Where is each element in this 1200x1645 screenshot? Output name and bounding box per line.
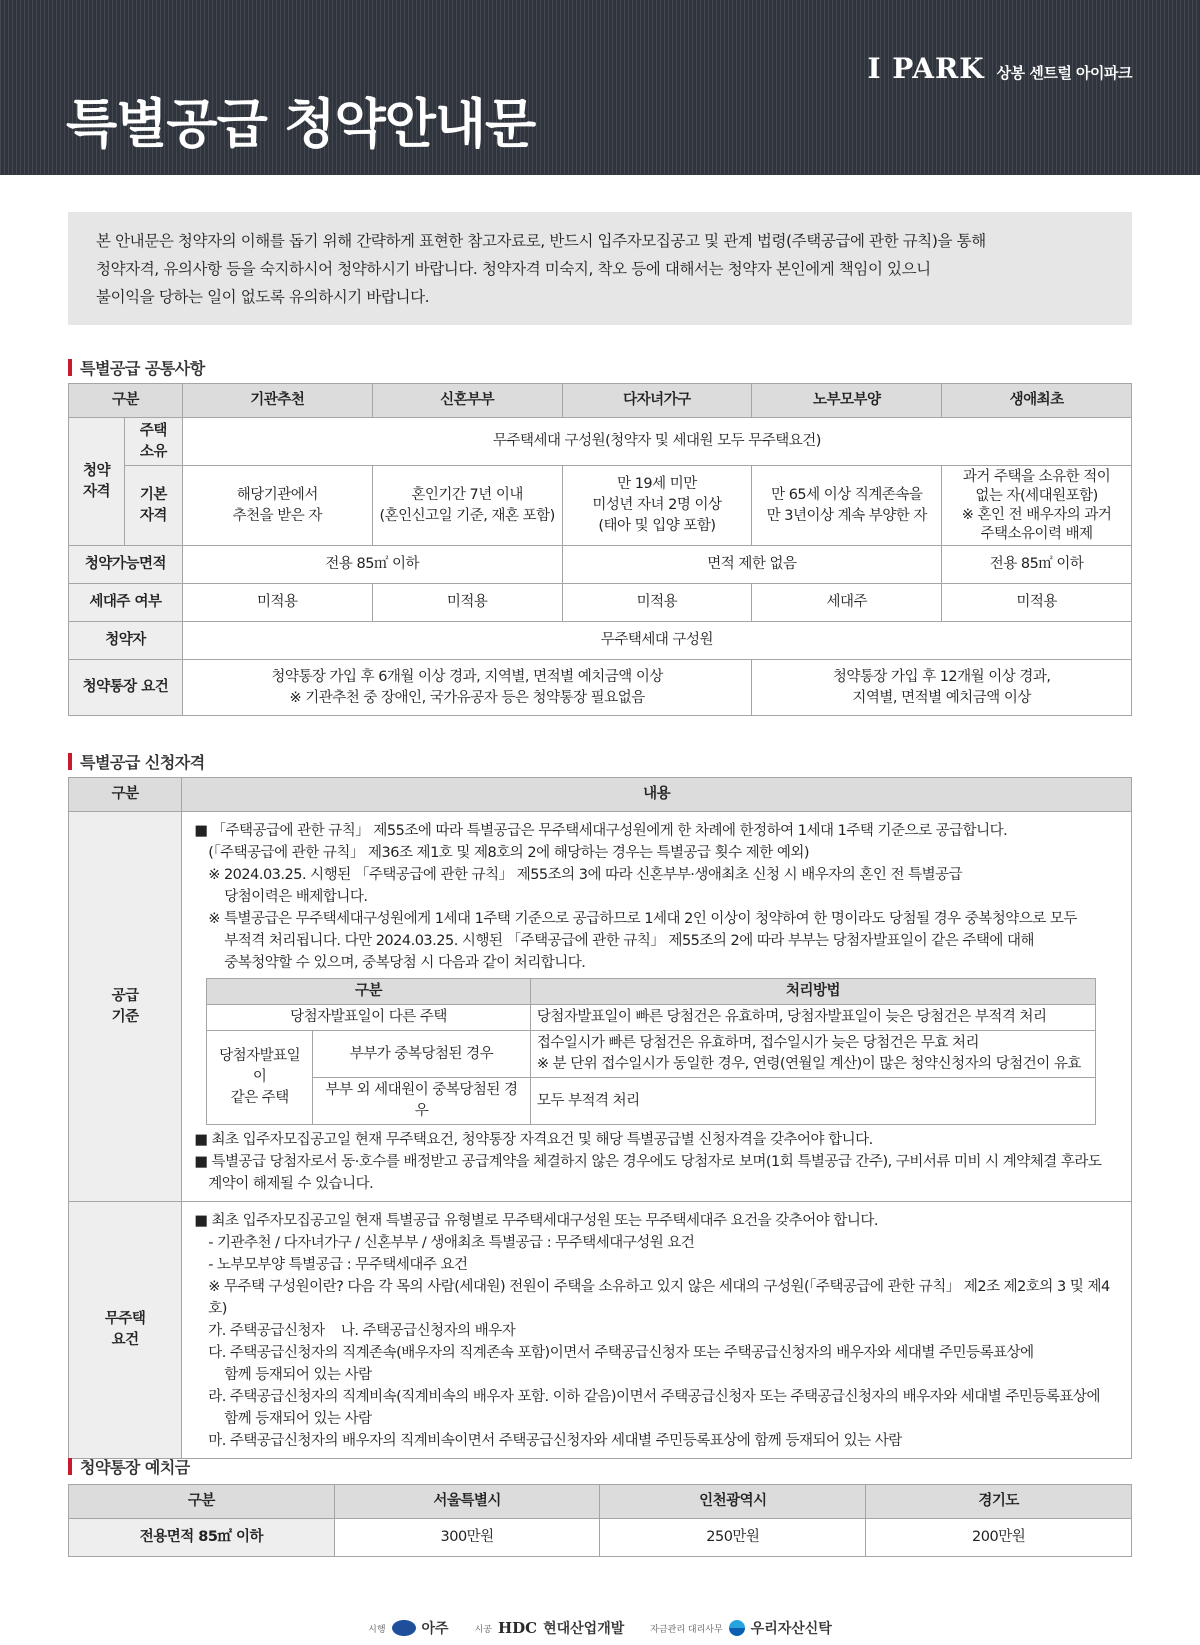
notice-line: 청약자격, 유의사항 등을 숙지하시어 청약하시기 바랍니다. 청약자격 미숙지, 착오 등에 대해서는 청약자 본인에게 책임이 있으니 xyxy=(96,260,931,278)
developer: 시행 아주 xyxy=(368,1621,449,1637)
head-cell: 미적용 xyxy=(372,584,562,622)
notice-line: 불이익을 당하는 일이 없도록 유의하시기 바랍니다. xyxy=(96,288,430,306)
house-value: 무주택세대 구성원(청약자 및 세대원 모두 무주택요건) xyxy=(182,418,1131,466)
aju-logo-icon xyxy=(392,1620,416,1636)
hdc-logo: HDC xyxy=(497,1619,538,1637)
content-line: - 노부모부양 특별공급 : 무주택세대주 요건 xyxy=(208,1257,468,1273)
brand-name: 상봉 센트럴 아이파크 xyxy=(996,64,1132,82)
inner-header: 구분 xyxy=(207,979,531,1005)
head-cell: 미적용 xyxy=(562,584,752,622)
ipark-logo: I PARK xyxy=(867,52,985,85)
basic-cell: 만 65세 이상 직계존속을 만 3년이상 계속 부양한 자 xyxy=(752,466,942,546)
content-line: 부적격 처리됩니다. 다만 2024.03.25. 시행된 「주택공급에 관한 규칙」 제55조의 2에 따라 부부는 당첨자발표일이 같은 주택에 대해 xyxy=(224,933,1035,949)
col-header: 내용 xyxy=(182,778,1132,812)
content-line: ※ 2024.03.25. 시행된 「주택공급에 관한 규칙」 제55조의 3에 따라 신혼부부·생애최초 신청 시 배우자의 혼인 전 특별공급 xyxy=(208,867,963,883)
section-title-eligibility: 특별공급 신청자격 xyxy=(68,750,205,773)
section-marker xyxy=(68,753,72,770)
row-label-qual: 청약 자격 xyxy=(69,418,125,546)
nohouse-content xyxy=(182,1202,1132,1459)
content-line: 다. 주택공급신청자의 직계존속(배우자의 직계존속 포함)이면서 주택공급신청자 또는 주택공급신청자의 배우자와 세대별 주민등록표상에 xyxy=(208,1345,1034,1361)
inner-cell: 당첨자발표일이 빠른 당첨건은 유효하며, 당첨자발표일이 늦은 당첨건은 부적격 처리 xyxy=(530,1005,1095,1031)
applicant-value: 무주택세대 구성원 xyxy=(182,622,1131,660)
col-header: 신혼부부 xyxy=(372,384,562,418)
notice-box xyxy=(68,212,1132,325)
col-header: 기관추천 xyxy=(182,384,372,418)
builder: 시공 HDC 현대산업개발 xyxy=(474,1619,625,1637)
content-line: 함께 등재되어 있는 사람 xyxy=(224,1411,372,1427)
area-cell: 전용 85㎡ 이하 xyxy=(942,546,1132,584)
row-label-area: 청약가능면적 xyxy=(69,546,183,584)
col-header: 구분 xyxy=(69,1485,335,1519)
content-line: (「주택공급에 관한 규칙」 제36조 제1호 및 제8호의 2에 해당하는 경우는 특별공급 횟수 제한 예외) xyxy=(208,845,810,861)
deposit-cell: 300만원 xyxy=(334,1519,600,1557)
trust: 자금관리 대리사무 우리자산신탁 xyxy=(650,1621,832,1637)
row-label-supply: 공급 기준 xyxy=(69,812,182,1202)
content-line: 가. 주택공급신청자 나. 주택공급신청자의 배우자 xyxy=(208,1323,516,1339)
row-label-house: 주택 소유 xyxy=(124,418,182,466)
basic-cell: 과거 주택을 소유한 적이 없는 자(세대원포함) ※ 혼인 전 배우자의 과거 주택소유이력 배제 xyxy=(942,466,1132,546)
content-line: ■ 「주택공급에 관한 규칙」 제55조에 따라 특별공급은 무주택세대구성원에게 한 차례에 한정하여 1세대 1주택 기준으로 공급합니다. xyxy=(194,823,1008,839)
col-header: 구분 xyxy=(69,384,183,418)
col-header: 생애최초 xyxy=(942,384,1132,418)
basic-cell: 해당기관에서 추천을 받은 자 xyxy=(182,466,372,546)
inner-header: 처리방법 xyxy=(530,979,1095,1005)
content-line: ■ 특별공급 당첨자로서 동·호수를 배정받고 공급계약을 체결하지 않은 경우에도 당첨자로 보며(1회 특별공급 간주), 구비서류 미비 시 계약체결 후라도 xyxy=(194,1154,1102,1170)
area-cell: 면적 제한 없음 xyxy=(562,546,942,584)
col-header: 서울특별시 xyxy=(334,1485,600,1519)
page-header xyxy=(0,0,1200,175)
col-header: 노부모부양 xyxy=(752,384,942,418)
content-line: 함께 등재되어 있는 사람 xyxy=(224,1367,372,1383)
account-cell: 청약통장 가입 후 6개월 이상 경과, 지역별, 면적별 예치금액 이상 ※ 기관추천 중 장애인, 국가유공자 등은 청약통장 필요없음 xyxy=(182,660,751,716)
basic-cell: 혼인기간 7년 이내 (혼인신고일 기준, 재혼 포함) xyxy=(372,466,562,546)
account-cell: 청약통장 가입 후 12개월 이상 경과, 지역별, 면적별 예치금액 이상 xyxy=(752,660,1132,716)
content-line: ■ 최초 입주자모집공고일 현재 무주택요건, 청약통장 자격요건 및 해당 특별공급별 신청자격을 갖추어야 합니다. xyxy=(194,1132,873,1148)
content-line: 중복청약할 수 있으며, 중복당첨 시 다음과 같이 처리합니다. xyxy=(224,955,586,971)
inner-cell: 부부가 중복당첨된 경우 xyxy=(313,1031,531,1078)
content-line: 라. 주택공급신청자의 직계비속(직계비속의 배우자 포함. 이하 같음)이면서 주택공급신청자 또는 주택공급신청자의 배우자와 세대별 주민등록표상에 xyxy=(208,1389,1100,1405)
section-title-common: 특별공급 공통사항 xyxy=(68,356,205,379)
row-label-account: 청약통장 요건 xyxy=(69,660,183,716)
duplicate-win-table xyxy=(206,978,1096,1125)
col-header: 경기도 xyxy=(866,1485,1132,1519)
inner-cell: 부부 외 세대원이 중복당첨된 경우 xyxy=(313,1078,531,1125)
deposit-cell: 200만원 xyxy=(866,1519,1132,1557)
content-line: ※ 무주택 구성원이란? 다음 각 목의 사람(세대원) 전원이 주택을 소유하고 있지 않은 세대의 구성원(「주택공급에 관한 규칙」 제2조 제2호의 3 및 제4호) xyxy=(208,1279,1110,1317)
inner-cell: 당첨자발표일이 같은 주택 xyxy=(207,1031,313,1125)
col-header: 구분 xyxy=(69,778,182,812)
supply-content xyxy=(182,812,1132,1202)
head-cell: 미적용 xyxy=(182,584,372,622)
content-line: ■ 최초 입주자모집공고일 현재 특별공급 유형별로 무주택세대구성원 또는 무주택세대주 요건을 갖추어야 합니다. xyxy=(194,1213,879,1229)
inner-cell: 당첨자발표일이 다른 주택 xyxy=(207,1005,531,1031)
head-cell: 세대주 xyxy=(752,584,942,622)
area-cell: 전용 85㎡ 이하 xyxy=(182,546,562,584)
col-header: 다자녀가구 xyxy=(562,384,752,418)
row-label-nohouse: 무주택 요건 xyxy=(69,1202,182,1459)
row-label-head: 세대주 여부 xyxy=(69,584,183,622)
deposit-cell: 250만원 xyxy=(600,1519,866,1557)
row-label-deposit: 전용면적 85㎡ 이하 xyxy=(69,1519,335,1557)
deposit-table xyxy=(68,1484,1132,1557)
section-marker xyxy=(68,359,72,376)
basic-cell: 만 19세 미만 미성년 자녀 2명 이상 (태아 및 입양 포함) xyxy=(562,466,752,546)
content-line: - 기관추천 / 다자녀가구 / 신혼부부 / 생애최초 특별공급 : 무주택세대구성원 요건 xyxy=(208,1235,695,1251)
section-title-deposit: 청약통장 예치금 xyxy=(68,1455,190,1478)
content-line: 당첨이력은 배제합니다. xyxy=(224,889,368,905)
page-title: 특별공급 청약안내문 xyxy=(66,94,536,155)
notice-line: 본 안내문은 청약자의 이해를 돕기 위해 간략하게 표현한 참고자료로, 반드시 입주자모집공고 및 관계 법령(주택공급에 관한 규칙)을 통해 xyxy=(96,232,986,250)
common-table xyxy=(68,383,1132,716)
eligibility-table xyxy=(68,777,1132,1459)
content-line: 계약이 해제될 수 있습니다. xyxy=(208,1176,374,1192)
footer xyxy=(0,1618,1200,1638)
woori-logo-icon xyxy=(729,1620,745,1636)
content-line: 마. 주택공급신청자의 배우자의 직계비속이면서 주택공급신청자와 세대별 주민등록표상에 함께 등재되어 있는 사람 xyxy=(208,1433,902,1449)
row-label-basic: 기본 자격 xyxy=(124,466,182,546)
inner-cell: 접수일시가 빠른 당첨건은 유효하며, 접수일시가 늦은 당첨건은 무효 처리 ※ 분 단위 접수일시가 동일한 경우, 연령(연월일 계산)이 많은 청약신청자의 당첨건이 유효 xyxy=(530,1031,1095,1078)
inner-cell: 모두 부적격 처리 xyxy=(530,1078,1095,1125)
section-marker xyxy=(68,1458,72,1475)
head-cell: 미적용 xyxy=(942,584,1132,622)
content-line: ※ 특별공급은 무주택세대구성원에게 1세대 1주택 기준으로 공급하므로 1세대 2인 이상이 청약하여 한 명이라도 당첨될 경우 중복청약으로 모두 xyxy=(208,911,1077,927)
col-header: 인천광역시 xyxy=(600,1485,866,1519)
brand xyxy=(867,52,1132,85)
row-label-applicant: 청약자 xyxy=(69,622,183,660)
